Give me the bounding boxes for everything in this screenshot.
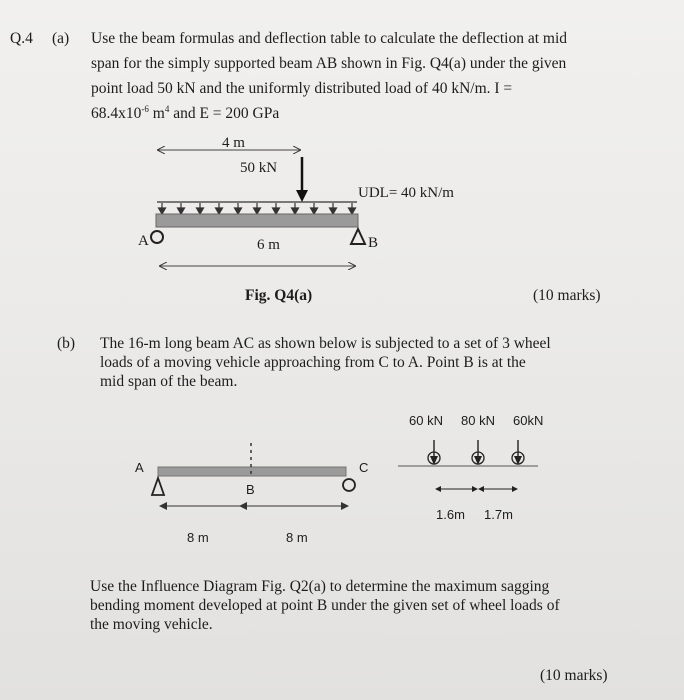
beam-ac	[158, 467, 346, 476]
udl-arrow-head	[159, 208, 166, 214]
part-a-line-3: point load 50 kN and the uniformly distributed load of 40 kN/m. I =	[91, 80, 513, 97]
fig-b-label-a: A	[135, 460, 144, 475]
wheel-gap-1-label: 1.6m	[436, 507, 465, 522]
beam-ab	[156, 214, 358, 227]
part-b-line-1: The 16-m long beam AC as shown below is subjected to a set of 3 wheel	[100, 335, 551, 352]
part-b-marks: (10 marks)	[540, 667, 608, 684]
part-a-line-1: Use the beam formulas and deflection table to calculate the deflection at mid	[91, 30, 568, 47]
fig-a-dim-6m: 6 m	[257, 237, 280, 253]
udl-arrow-head	[254, 208, 261, 214]
question-number: Q.4	[10, 30, 33, 47]
udl-arrow-head	[178, 208, 185, 214]
support-a-roller	[151, 231, 163, 243]
support-a-pin	[152, 478, 164, 495]
part-a-line-4: $68.4x10^{-6}$ $m^4$ and E = 200 GPa	[91, 104, 280, 122]
wheel-load-1	[428, 440, 440, 465]
wheel-load-2	[472, 440, 484, 465]
part-b-question-line-2: bending moment developed at point B under the given set of wheel loads of	[90, 597, 560, 614]
part-b-line-3: mid span of the beam.	[100, 373, 238, 390]
wheel-load-3	[512, 440, 524, 465]
part-b-question-line-3: the moving vehicle.	[90, 616, 213, 633]
udl-arrow-head	[235, 208, 242, 214]
udl-arrow-head	[216, 208, 223, 214]
udl-arrow-head	[197, 208, 204, 214]
point-load-arrow	[296, 157, 308, 202]
fig-b-label-c: C	[359, 460, 369, 475]
udl-arrow-head	[292, 208, 299, 214]
fig-b-span-right: 8 m	[286, 530, 308, 545]
wheel-load-1-label: 60 kN	[409, 413, 443, 428]
part-b-question-line-1: Use the Influence Diagram Fig. Q2(a) to determine the maximum sagging	[90, 578, 550, 595]
support-c-roller	[343, 479, 355, 491]
udl-arrow-head	[311, 208, 318, 214]
udl-arrow-head	[330, 208, 337, 214]
fig-a-label-a: A	[138, 233, 149, 249]
udl-arrow-head	[349, 208, 356, 214]
wheel-gap-2-label: 1.7m	[484, 507, 513, 522]
fig-a-point-load: 50 kN	[240, 160, 278, 176]
fig-a-label-b: B	[368, 235, 379, 251]
fig-b-span-left: 8 m	[187, 530, 209, 545]
part-b-label: (b)	[57, 335, 76, 352]
wheel-load-3-label: 60kN	[513, 413, 544, 428]
udl-arrow-head	[273, 208, 280, 214]
part-a-line-2: span for the simply supported beam AB shown in Fig. Q4(a) under the given	[91, 55, 567, 72]
fig-b-label-b: B	[246, 482, 255, 497]
support-b-pin	[351, 229, 365, 244]
fig-a-dim-4m: 4 m	[222, 135, 245, 151]
part-a-marks: (10 marks)	[533, 287, 601, 304]
part-b-line-2: loads of a moving vehicle approaching from C to A. Point B is at the	[100, 354, 526, 371]
fig-a-caption: Fig. Q4(a)	[245, 287, 313, 304]
wheel-load-2-label: 80 kN	[461, 413, 495, 428]
fig-a-udl: UDL= 40 kN/m	[358, 185, 454, 201]
part-a-label: (a)	[52, 30, 70, 47]
udl-arrows	[157, 202, 357, 214]
